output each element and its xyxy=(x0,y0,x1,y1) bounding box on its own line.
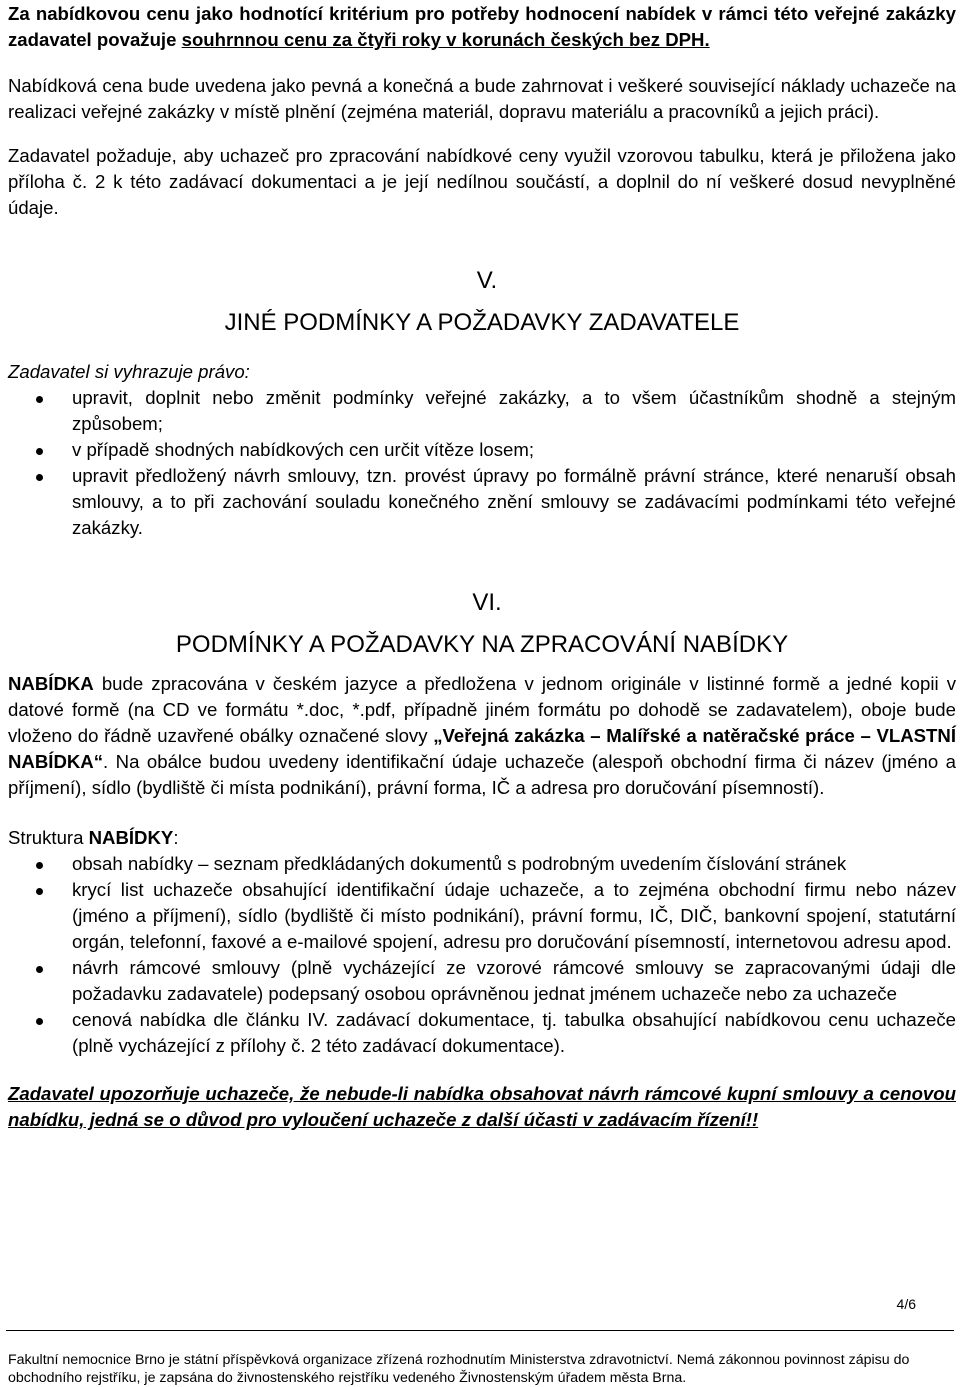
bullet-icon xyxy=(36,1018,43,1025)
document-page xyxy=(8,0,956,1133)
price-criterion-text: Za nabídkovou cenu jako hodnotící kritérium pro potřeby hodnocení nabídek v rámci této veřejné zakázky zadavatel považuje xyxy=(8,3,956,50)
reserves-label: Zadavatel si vyhrazuje právo: xyxy=(8,361,250,382)
price-criterion-paragraph xyxy=(8,0,956,53)
structure-heading: Struktura NABÍDKY: xyxy=(8,827,179,848)
list-item: krycí list uchazeče obsahující identifikační údaje uchazeče, a to zejména obchodní firmu nebo název (jméno a příjmení), sídlo (bydliště či místo podnikání), právní formu, IČ, DIČ, bankovní spojení, statutární orgán, telefonní, faxové a e-mailové spojení, adresu pro doručování písemností, internetovou adresu apod. xyxy=(8,877,956,955)
list-item: upravit předložený návrh smlouvy, tzn. provést úpravy po formálně právní stránce, které nenaruší obsah smlouvy, a to při zachování souladu konečného znění smlouvy se zadávacími podmínkami této veřejné zakázky. xyxy=(8,463,956,541)
section-vi-number: VI. xyxy=(472,589,502,616)
price-template-paragraph: Zadavatel požaduje, aby uchazeč pro zpracování nabídkové ceny využil vzorovou tabulku, která je přiložena jako příloha č. 2 k této zadávací dokumentaci a je její nedílnou součástí, a doplnil do ní veškeré dosud nevyplněné údaje. xyxy=(8,145,956,218)
list-item: upravit, doplnit nebo změnit podmínky veřejné zakázky, a to všem účastníkům shodně a stejným způsobem; xyxy=(8,385,956,437)
envelope-label: „Veřejná zakázka – Malířské a natěračské práce – VLASTNÍ NABÍDKA“ xyxy=(8,725,956,772)
section-v-number: V. xyxy=(476,267,498,294)
price-criterion-underlined: souhrnnou cenu za čtyři roky v korunách českých bez DPH. xyxy=(181,29,710,50)
structure-list xyxy=(8,851,956,1059)
list-item: v případě shodných nabídkových cen určit vítěze losem; xyxy=(8,437,956,463)
reserves-list xyxy=(8,385,956,541)
list-item: obsah nabídky – seznam předkládaných dokumentů s podrobným uvedením číslování stránek xyxy=(8,851,956,877)
section-v-title: JINÉ PODMÍNKY A POŽADAVKY ZADAVATELE xyxy=(224,309,740,336)
offer-bold-label: NABÍDKA xyxy=(8,673,94,694)
offer-paragraph: NABÍDKA bude zpracována v českém jazyce a předložena v jednom originále v listinné formě a jedné kopii v datové formě (na CD ve formátu *.doc, *.pdf, případně jiném formátu po dohodě se zadavatelem), oboje bude vloženo do řádně uzavřené obálky označené slovy „Veřejná zakázka – Malířské a natěračské práce – VLASTNÍ NABÍDKA“. Na obálce budou uvedeny identifikační údaje uchazeče (alespoň obchodní firma či název (jméno a příjmení), sídlo (bydliště či místa podnikání), právní forma, IČ a adresa pro doručování písemností). xyxy=(8,673,956,798)
section-vi-title: PODMÍNKY A POŽADAVKY NA ZPRACOVÁNÍ NABÍDKY xyxy=(175,631,789,658)
bullet-icon xyxy=(36,888,43,895)
footer-note: Fakultní nemocnice Brno je státní příspěvková organizace zřízená rozhodnutím Ministerstva zdravotnictví. Nemá zákonnou povinnost zápisu do obchodního rejstříku, je zapsána do živnostenského rejstříku vedeného Živnostenským úřadem města Brna. xyxy=(8,1352,910,1386)
footer-divider xyxy=(6,1330,954,1331)
list-item: návrh rámcové smlouvy (plně vycházející ze vzorové rámcové smlouvy se zapracovanými údaji dle požadavku zadavatele) podepsaný osobou oprávněnou jednat jménem uchazeče nebo za uchazeče xyxy=(8,955,956,1007)
bullet-icon xyxy=(36,474,43,481)
bullet-icon xyxy=(36,396,43,403)
list-item: cenová nabídka dle článku IV. zadávací dokumentace, tj. tabulka obsahující nabídkovou cenu uchazeče (plně vycházející z přílohy č. 2 této zadávací dokumentace). xyxy=(8,1007,956,1059)
bullet-icon xyxy=(36,448,43,455)
price-fixed-paragraph: Nabídková cena bude uvedena jako pevná a konečná a bude zahrnovat i veškeré související náklady uchazeče na realizaci veřejné zakázky v místě plnění (zejména materiál, dopravu materiálu a pracovníků a jejich práci). xyxy=(8,75,956,122)
page-number: 4/6 xyxy=(896,1296,916,1312)
bullet-icon xyxy=(36,966,43,973)
exclusion-warning: Zadavatel upozorňuje uchazeče, že nebude-li nabídka obsahovat návrh rámcové kupní smlouvy a cenovou nabídku, jedná se o důvod pro vyloučení uchazeče z další účasti v zadávacím řízení!! xyxy=(8,1083,956,1130)
bullet-icon xyxy=(36,862,43,869)
